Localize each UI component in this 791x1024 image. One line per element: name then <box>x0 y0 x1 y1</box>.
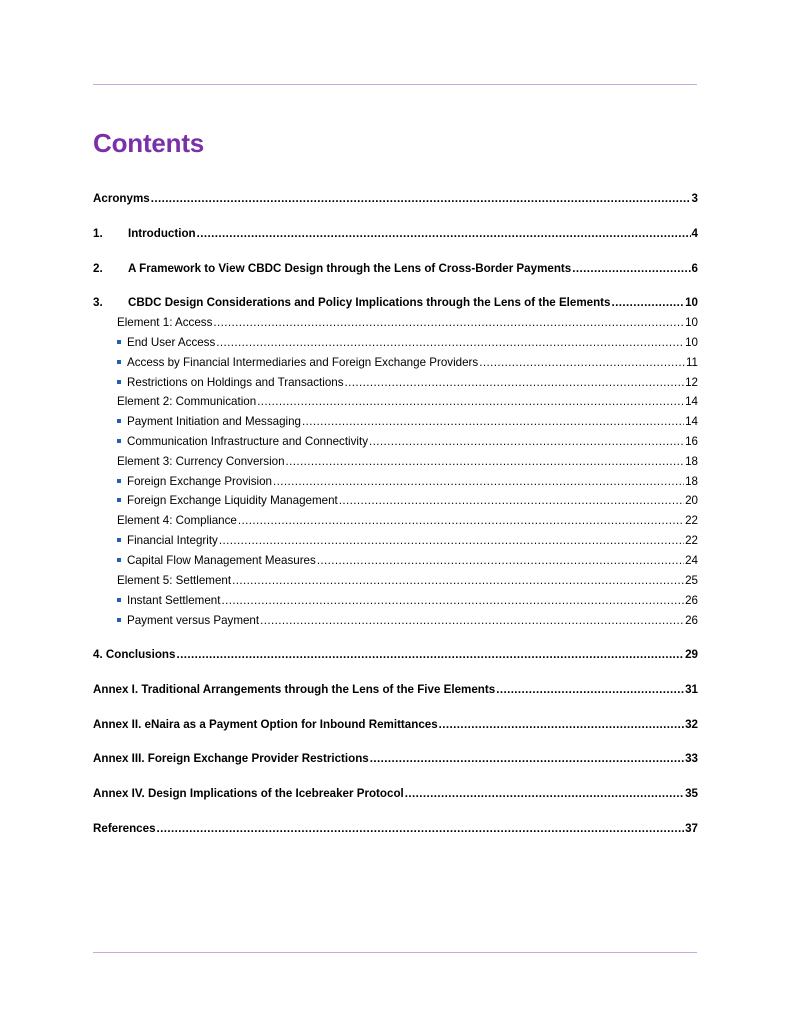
page-number: 29 <box>685 648 698 661</box>
toc-entry-communication-infrastructure[interactable]: Communication Infrastructure and Connectivity ..... 16 <box>117 435 698 449</box>
page-number: 35 <box>685 787 698 800</box>
bullet-icon <box>117 479 121 483</box>
page-number: 4 <box>691 227 698 240</box>
page-number: 11 <box>685 356 698 369</box>
page-number: 6 <box>691 262 698 275</box>
page-number: 10 <box>685 296 698 309</box>
bullet-icon <box>117 538 121 542</box>
toc-entry-design-considerations[interactable]: 3. CBDC Design Considerations and Policy Implications through the Lens of the Elements ..... 10 <box>93 296 698 310</box>
toc-entry-pvp[interactable]: Payment versus Payment ..... 26 <box>117 614 698 628</box>
toc-entry-annex-1[interactable]: Annex I. Traditional Arrangements through the Lens of the Five Elements ..... 31 <box>93 683 698 697</box>
page-number: 26 <box>685 594 698 607</box>
page-number: 37 <box>685 822 698 835</box>
toc-entry-financial-integrity[interactable]: Financial Integrity ..... 22 <box>117 534 698 548</box>
page-number: 12 <box>685 376 698 389</box>
page-number: 22 <box>685 534 698 547</box>
toc-entry-framework[interactable]: 2. A Framework to View CBDC Design through the Lens of Cross-Border Payments ..... 6 <box>93 262 698 276</box>
toc-entry-introduction[interactable]: 1. Introduction ..... 4 <box>93 227 698 241</box>
page-number: 18 <box>685 475 698 488</box>
page-number: 18 <box>685 455 698 468</box>
bullet-icon <box>117 360 121 364</box>
bullet-icon <box>117 598 121 602</box>
toc-entry-element-2[interactable]: Element 2: Communication ..... 14 <box>117 395 698 409</box>
toc-entry-intermediaries[interactable]: Access by Financial Intermediaries and Foreign Exchange Providers ..... 11 <box>117 356 698 370</box>
bullet-icon <box>117 439 121 443</box>
page-title: Contents <box>93 128 205 158</box>
page-number: 31 <box>685 683 698 696</box>
toc-entry-annex-2[interactable]: Annex II. eNaira as a Payment Option for Inbound Remittances ..... 32 <box>93 718 698 732</box>
toc-entry-element-5[interactable]: Element 5: Settlement ..... 25 <box>117 574 698 588</box>
toc-entry-fx-provision[interactable]: Foreign Exchange Provision ..... 18 <box>117 475 698 489</box>
top-rule <box>93 84 697 85</box>
bullet-icon <box>117 340 121 344</box>
toc-entry-fx-liquidity[interactable]: Foreign Exchange Liquidity Management ..... 20 <box>117 494 698 508</box>
page-number: 33 <box>685 752 698 765</box>
page-number: 26 <box>685 614 698 627</box>
toc-entry-annex-4[interactable]: Annex IV. Design Implications of the Icebreaker Protocol ..... 35 <box>93 787 698 801</box>
toc-entry-acronyms[interactable]: Acronyms ..... 3 <box>93 192 698 206</box>
page-number: 22 <box>685 514 698 527</box>
toc-entry-end-user-access[interactable]: End User Access ..... 10 <box>117 336 698 350</box>
bottom-rule <box>93 952 697 953</box>
bullet-icon <box>117 558 121 562</box>
toc-entry-conclusions[interactable]: 4. Conclusions ..... 29 <box>93 648 698 662</box>
toc-entry-payment-initiation[interactable]: Payment Initiation and Messaging ..... 14 <box>117 415 698 429</box>
page-number: 32 <box>685 718 698 731</box>
toc-entry-annex-3[interactable]: Annex III. Foreign Exchange Provider Restrictions ..... 33 <box>93 752 698 766</box>
toc-entry-capital-flow[interactable]: Capital Flow Management Measures ..... 24 <box>117 554 698 568</box>
toc-entry-instant-settlement[interactable]: Instant Settlement ..... 26 <box>117 594 698 608</box>
page-number: 16 <box>685 435 698 448</box>
bullet-icon <box>117 498 121 502</box>
page-number: 14 <box>685 415 698 428</box>
page-number: 20 <box>685 494 698 507</box>
page-number: 10 <box>685 336 698 349</box>
toc-entry-restrictions[interactable]: Restrictions on Holdings and Transactions ..... 12 <box>117 376 698 390</box>
bullet-icon <box>117 618 121 622</box>
page-number: 3 <box>691 192 698 205</box>
toc-entry-references[interactable]: References ..... 37 <box>93 822 698 836</box>
bullet-icon <box>117 419 121 423</box>
page-number: 10 <box>685 316 698 329</box>
page-number: 14 <box>685 395 698 408</box>
toc-entry-element-3[interactable]: Element 3: Currency Conversion ..... 18 <box>117 455 698 469</box>
page-number: 24 <box>685 554 698 567</box>
bullet-icon <box>117 380 121 384</box>
toc-entry-element-1[interactable]: Element 1: Access ..... 10 <box>117 316 698 330</box>
page-number: 25 <box>685 574 698 587</box>
toc-entry-element-4[interactable]: Element 4: Compliance ..... 22 <box>117 514 698 528</box>
